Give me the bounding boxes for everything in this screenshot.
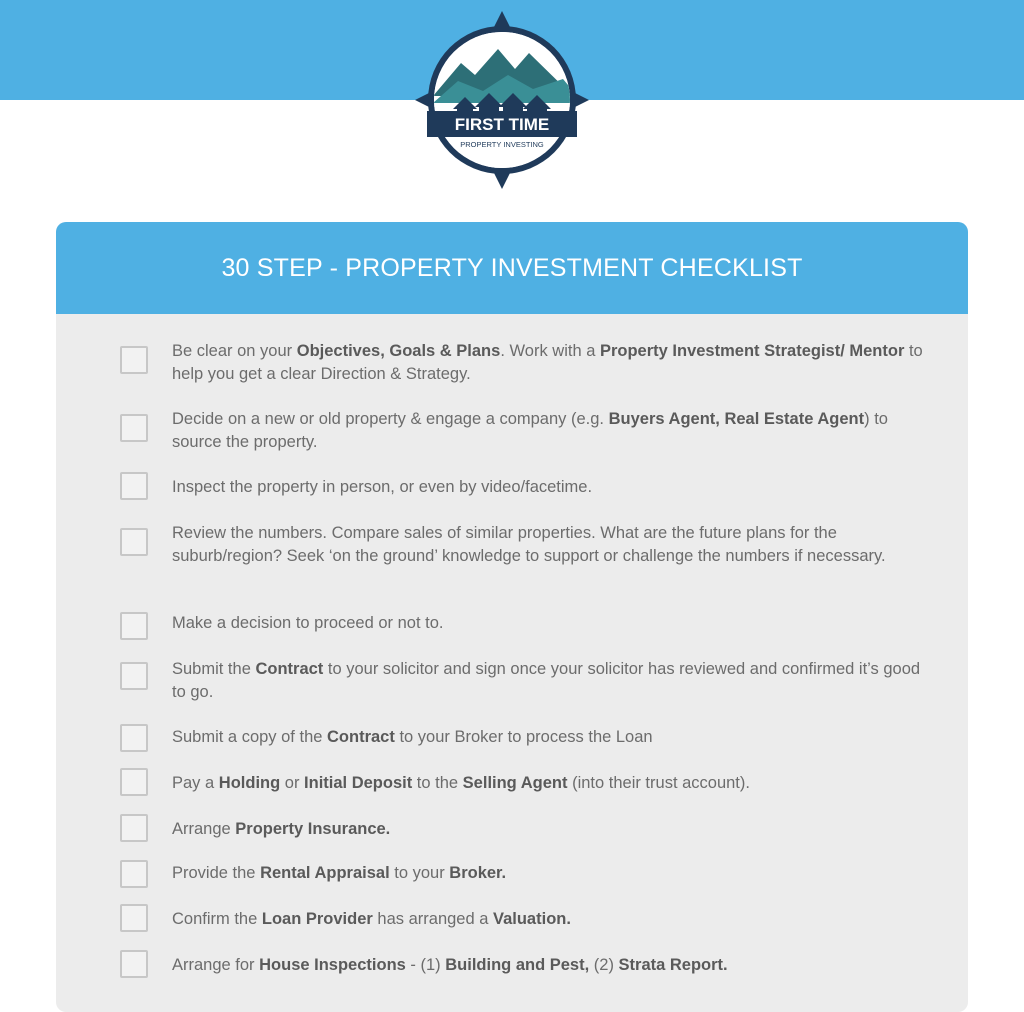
emphasis-text: Strata Report. (618, 956, 728, 974)
item-text-segment: Make a decision to proceed or not to. (172, 614, 444, 632)
emphasis-text: Loan Provider (261, 910, 373, 928)
svg-text:PROPERTY INVESTING: PROPERTY INVESTING (460, 140, 544, 149)
item-text-segment: ) to source the property. (172, 410, 888, 451)
emphasis-text: Objectives, Goals & Plans (296, 342, 501, 360)
emphasis-text: Broker. (449, 864, 507, 882)
item-text-segment: Be clear on your (172, 342, 297, 360)
logo-graphic (413, 11, 591, 189)
item-text-segment: to help you get a clear Direction & Strategy. (172, 342, 923, 383)
item-text-segment: Provide the (172, 864, 261, 882)
checklist-checkbox[interactable] (120, 528, 148, 556)
emphasis-text: Buyers Agent, Real Estate Agent (608, 410, 865, 428)
item-text-segment: . Work with a (500, 342, 600, 360)
checklist-checkbox[interactable] (120, 414, 148, 442)
checklist-header (56, 222, 968, 314)
checklist-item-text (172, 522, 932, 568)
item-text-segment: (into their trust account). (567, 774, 750, 792)
emphasis-text: Property Investment Strategist/ Mentor (599, 342, 905, 360)
item-text-segment: to the (412, 774, 463, 792)
checklist-item-text (172, 340, 932, 386)
checklist-checkbox[interactable] (120, 724, 148, 752)
emphasis-text: Contract (255, 660, 324, 678)
item-text-segment: Arrange (172, 820, 236, 838)
emphasis-text: Property Insurance. (235, 820, 391, 838)
item-text-segment: Submit the (172, 660, 256, 678)
emphasis-text: House Inspections (259, 956, 406, 974)
checklist-checkbox[interactable] (120, 904, 148, 932)
emphasis-text: Selling Agent (462, 774, 568, 792)
checklist-checkbox[interactable] (120, 612, 148, 640)
emphasis-text: Initial Deposit (304, 774, 413, 792)
item-text-segment: Confirm the (172, 910, 262, 928)
emphasis-text: Rental Appraisal (260, 864, 390, 882)
item-text-segment: has arranged a (372, 910, 493, 928)
emphasis-text: Contract (327, 728, 395, 746)
checklist-item-text (172, 772, 932, 795)
emphasis-text: Valuation. (493, 910, 571, 928)
item-text-segment: to your (389, 864, 450, 882)
item-text-segment: to your Broker to process the Loan (394, 728, 653, 746)
checklist-item-text (172, 862, 932, 885)
item-text-segment: or (280, 774, 305, 792)
checklist-checkbox[interactable] (120, 860, 148, 888)
item-text-segment: to your solicitor and sign once your solicitor has reviewed and confirmed it’s good to go. (172, 660, 921, 701)
first-time-property-investing-logo (413, 11, 591, 189)
checklist-card (56, 222, 968, 1012)
checklist-checkbox[interactable] (120, 950, 148, 978)
checklist-item-text (172, 818, 932, 841)
item-text-segment: Decide on a new or old property & engage a company (e.g. (172, 410, 609, 428)
checklist-checkbox[interactable] (120, 662, 148, 690)
checklist-item-text (172, 908, 932, 931)
checklist-checkbox[interactable] (120, 814, 148, 842)
item-text-segment: (2) (589, 956, 619, 974)
svg-text:FIRST TIME: FIRST TIME (454, 115, 550, 134)
checklist-item-text (172, 658, 932, 704)
checklist-title: 30 STEP - PROPERTY INVESTMENT CHECKLIST (221, 253, 803, 282)
checklist-item-text (172, 726, 932, 749)
checklist-item-text (172, 954, 932, 977)
checklist-checkbox[interactable] (120, 768, 148, 796)
item-text-segment: Review the numbers. Compare sales of similar properties. What are the future plans for the suburb/region? Seek ‘on the ground’ knowledge to support or challenge the numbers if necessary. (172, 524, 886, 565)
checklist-checkbox[interactable] (120, 346, 148, 374)
checklist-checkbox[interactable] (120, 472, 148, 500)
item-text-segment: Submit a copy of the (172, 728, 328, 746)
checklist-item-text (172, 408, 932, 454)
item-text-segment: - (1) (405, 956, 446, 974)
item-text-segment: Pay a (172, 774, 219, 792)
checklist-item-text (172, 612, 932, 635)
checklist-item-text (172, 476, 932, 499)
item-text-segment: Inspect the property in person, or even by video/facetime. (172, 478, 593, 496)
emphasis-text: Holding (218, 774, 281, 792)
emphasis-text: Building and Pest, (445, 956, 590, 974)
item-text-segment: Arrange for (172, 956, 260, 974)
